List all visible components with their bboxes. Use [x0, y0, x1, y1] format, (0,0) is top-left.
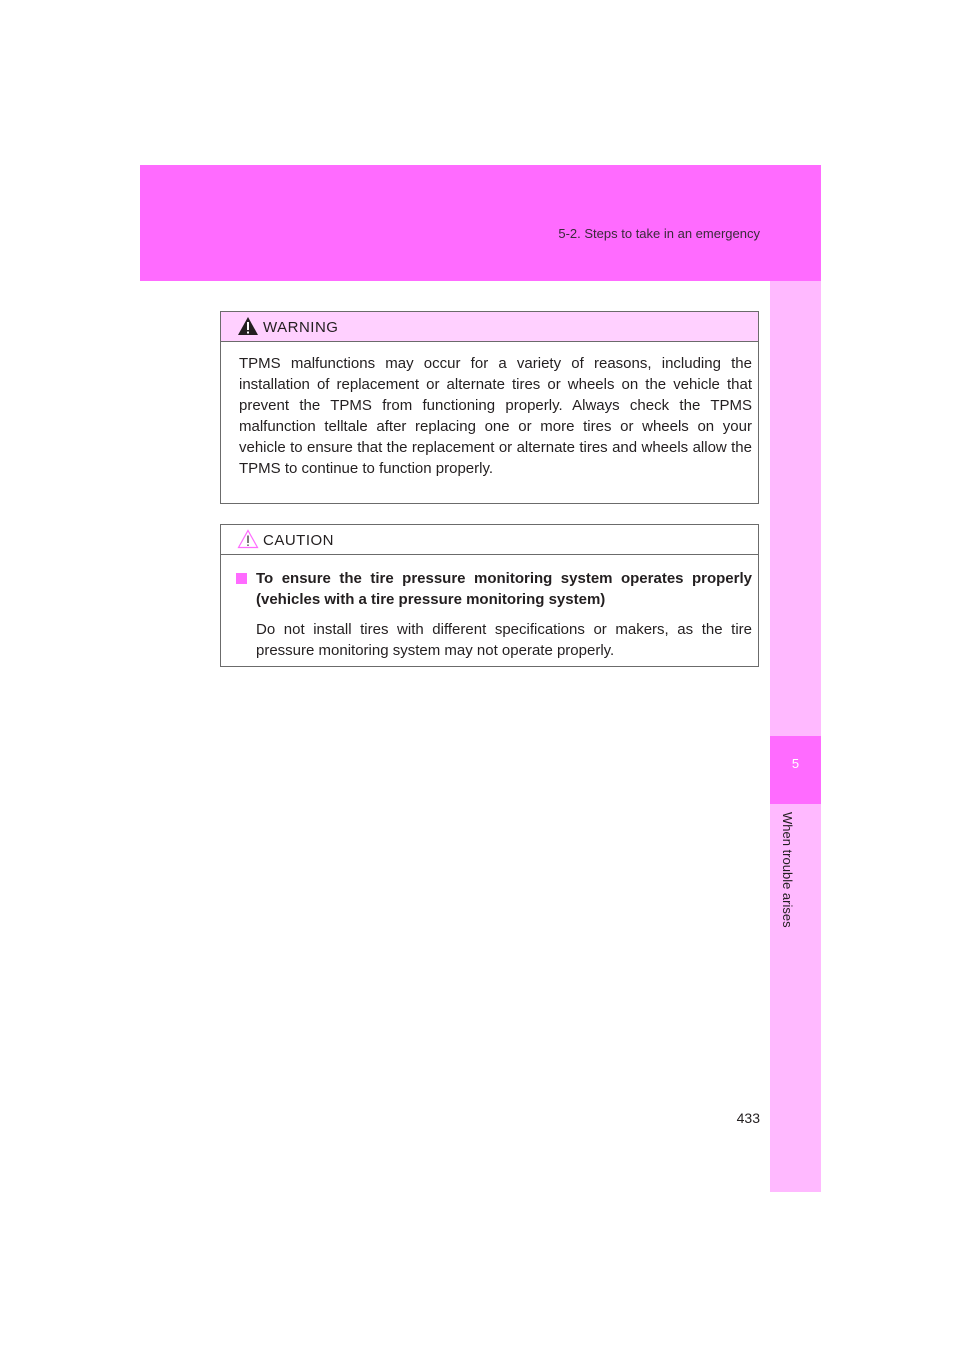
- warning-header: [221, 312, 758, 342]
- warning-body: [221, 342, 758, 479]
- warning-triangle-icon: [237, 316, 259, 336]
- caution-box: [220, 524, 759, 667]
- chapter-title: When trouble arises: [780, 812, 795, 928]
- caution-heading: [239, 568, 752, 610]
- caution-label: CAUTION: [263, 532, 334, 549]
- square-bullet-icon: [236, 573, 247, 584]
- caution-body: [221, 555, 758, 661]
- warning-label: WARNING: [263, 319, 339, 336]
- page-number: 433: [736, 1110, 760, 1126]
- caution-triangle-icon: [237, 529, 259, 549]
- caution-text: Do not install tires with different specifications or makers, as the tire pressure monitoring system may not operate properly.: [256, 621, 752, 659]
- chapter-number: 5: [791, 756, 800, 771]
- caution-header: [221, 525, 758, 555]
- warning-box: [220, 311, 759, 504]
- section-title: 5-2. Steps to take in an emergency: [558, 226, 760, 241]
- side-chapter-tab: [770, 736, 821, 804]
- warning-text: TPMS malfunctions may occur for a variety of reasons, including the installation of replacement or alternate tires or wheels on the vehicle that prevent the TPMS from functioning properly. Always check the TPMS malfunction telltale after replacing one or more tires or wheels on your vehicle to ensure that the replacement or alternate tires and wheels allow the TPMS to continue to function properly.: [239, 355, 752, 477]
- caution-heading-text: To ensure the tire pressure monitoring system operates properly (vehicles with a tire pressure monitoring system): [256, 570, 752, 608]
- header-band: [140, 165, 821, 281]
